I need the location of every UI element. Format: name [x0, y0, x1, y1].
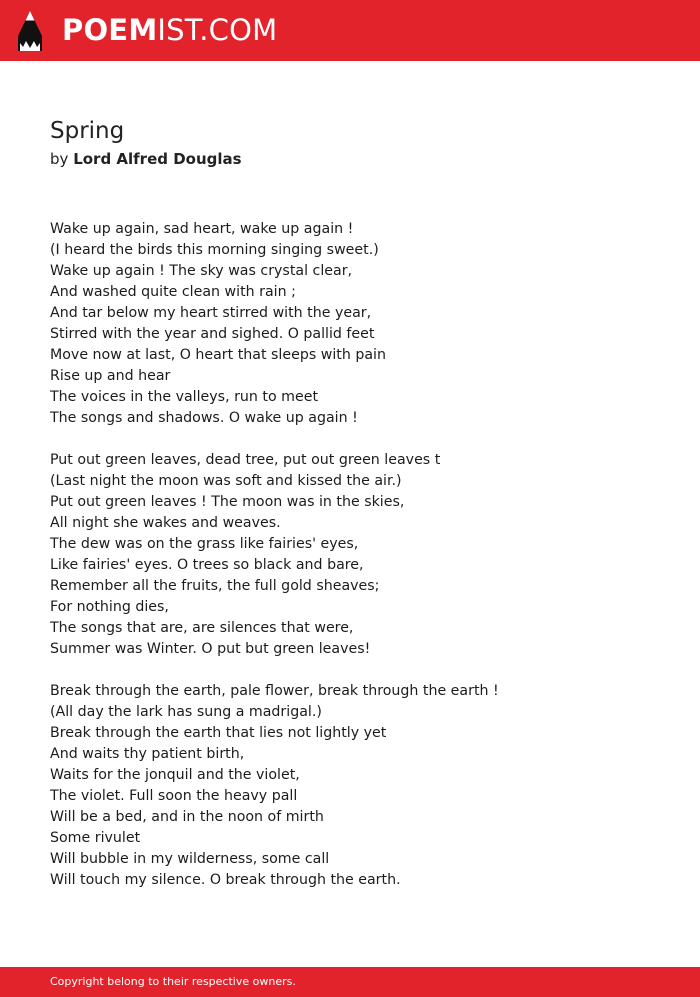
site-header — [0, 0, 700, 61]
poem-line: And washed quite clean with rain ; — [50, 284, 296, 300]
byline-prefix: by — [50, 150, 69, 168]
poem-line: Will touch my silence. O break through the earth. — [50, 872, 401, 888]
poem-line: Stirred with the year and sighed. O pallid feet — [50, 326, 375, 342]
poem-line: Some rivulet — [50, 830, 141, 846]
poem-line: All night she wakes and weaves. — [50, 515, 281, 531]
poem-line: Break through the earth, pale flower, break through the earth ! — [50, 683, 499, 699]
poem-line: Wake up again ! The sky was crystal clear, — [50, 263, 353, 279]
poem-body — [50, 219, 670, 912]
poem-line: Waits for the jonquil and the violet, — [50, 767, 300, 783]
poem-line: Will be a bed, and in the noon of mirth — [50, 809, 324, 825]
logo-text-bold: POEM — [62, 13, 158, 47]
stanza — [50, 219, 670, 429]
site-logo[interactable] — [62, 13, 277, 47]
pencil-tip-icon[interactable] — [17, 10, 43, 52]
poem-line: (Last night the moon was soft and kissed the air.) — [50, 473, 402, 489]
poem-line: The violet. Full soon the heavy pall — [50, 788, 298, 804]
stanza — [50, 450, 670, 660]
stanza — [50, 681, 670, 891]
poem-line: Break through the earth that lies not lightly yet — [50, 725, 387, 741]
poem-line: And waits thy patient birth, — [50, 746, 245, 762]
poem-line: Will bubble in my wilderness, some call — [50, 851, 330, 867]
logo-text-light: IST.COM — [157, 13, 278, 47]
copyright-notice: Copyright belong to their respective owners. — [50, 975, 296, 988]
poem-line: Wake up again, sad heart, wake up again ! — [50, 221, 354, 237]
poem-line: And tar below my heart stirred with the year, — [50, 305, 372, 321]
poem-line: The voices in the valleys, run to meet — [50, 389, 319, 405]
poem-line: Put out green leaves ! The moon was in the skies, — [50, 494, 405, 510]
poem-line: Summer was Winter. O put but green leaves! — [50, 641, 371, 657]
poem-line: Remember all the fruits, the full gold sheaves; — [50, 578, 380, 594]
poem-byline — [50, 150, 242, 168]
author-name: Lord Alfred Douglas — [73, 150, 242, 168]
poem-line: For nothing dies, — [50, 599, 169, 615]
poem-line: The dew was on the grass like fairies' eyes, — [50, 536, 359, 552]
poem-line: (I heard the birds this morning singing sweet.) — [50, 242, 379, 258]
poem-line: Like fairies' eyes. O trees so black and bare, — [50, 557, 364, 573]
poem-line: Put out green leaves, dead tree, put out green leaves t — [50, 452, 441, 468]
site-footer — [0, 967, 700, 997]
poem-line: The songs that are, are silences that were, — [50, 620, 354, 636]
poem-line: Rise up and hear — [50, 368, 171, 384]
poem-line: (All day the lark has sung a madrigal.) — [50, 704, 322, 720]
poem-title: Spring — [50, 118, 125, 144]
poem-line: The songs and shadows. O wake up again ! — [50, 410, 358, 426]
poem-line: Move now at last, O heart that sleeps with pain — [50, 347, 386, 363]
